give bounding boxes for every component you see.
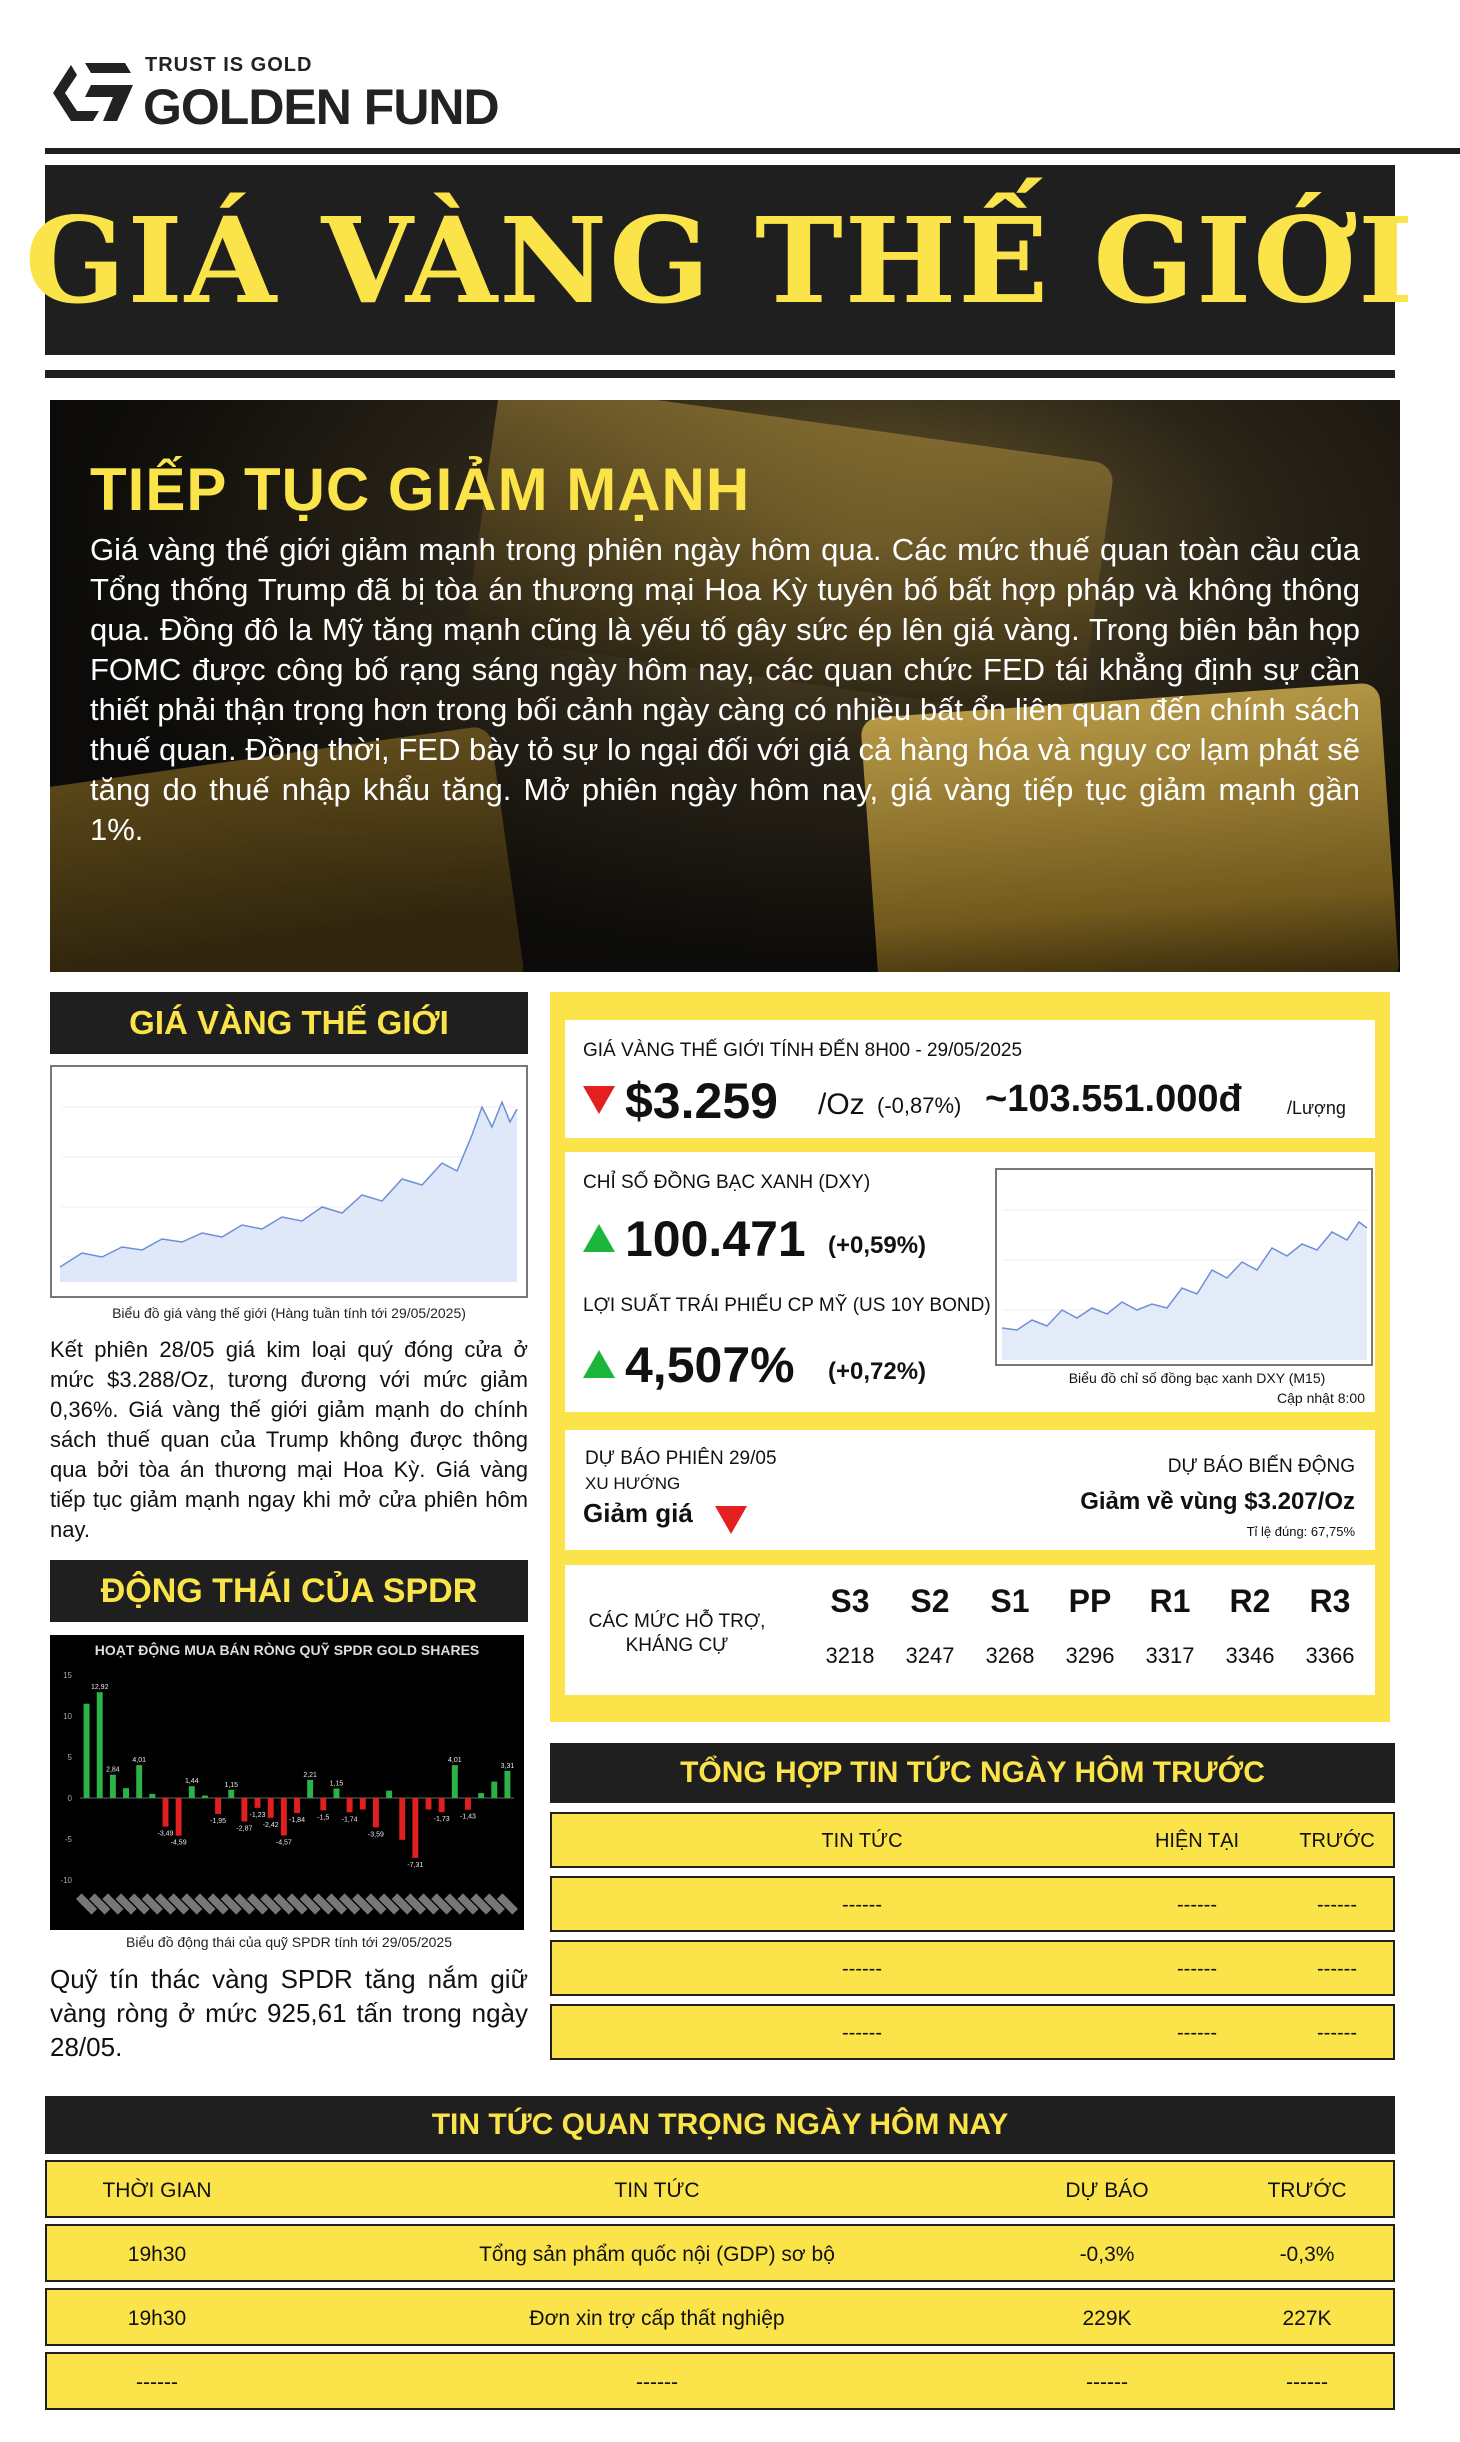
table-cell: 229K — [1082, 2307, 1132, 2330]
spdr-bar-label: -1,95 — [210, 1817, 227, 1825]
spdr-bar-label: 12,92 — [90, 1684, 109, 1692]
spdr-bar — [399, 1798, 405, 1840]
dxy-updated: Cập nhật 8:00 — [1277, 1390, 1365, 1406]
up-arrow-icon — [583, 1224, 615, 1252]
price-change: (-0,87%) — [877, 1093, 962, 1118]
column-header: TIN TỨC — [821, 1830, 903, 1852]
hero-heading: TIẾP TỤC GIẢM MẠNH — [90, 456, 751, 523]
table-cell: ------ — [136, 2371, 178, 2394]
spdr-paragraph: Quỹ tín thác vàng SPDR tăng nắm giữ vàng ròng ở mức 925,61 tấn trong ngày 28/05. — [50, 1964, 528, 2062]
bond-label: LỢI SUẤT TRÁI PHIẾU CP MỸ (US 10Y BOND) — [583, 1295, 991, 1316]
spdr-bar — [255, 1798, 261, 1808]
spdr-bar-label: -7,31 — [407, 1861, 424, 1869]
table-cell: 227K — [1282, 2307, 1332, 2330]
spdr-bar — [202, 1796, 208, 1798]
table-row — [550, 1940, 1395, 1996]
table-cell: -0,3% — [1279, 2243, 1335, 2266]
spdr-heading: ĐỘNG THÁI CỦA SPDR — [50, 1560, 528, 1622]
table-cell: ------ — [842, 1894, 882, 1916]
table-cell: ------ — [1317, 1958, 1357, 1980]
spdr-bar-label: -2,87 — [236, 1825, 253, 1833]
table-cell: ------ — [842, 2022, 882, 2044]
column-header: THỜI GIAN — [102, 2179, 212, 2202]
volatility-value: Giảm về vùng $3.207/Oz — [1080, 1488, 1355, 1515]
news-today-header-row — [45, 2160, 1395, 2218]
column-header: TRƯỚC — [1267, 2179, 1347, 2202]
spdr-bar-label: 1,15 — [224, 1781, 239, 1789]
level-value: 3296 — [1065, 1643, 1115, 1668]
spdr-bar-label: 1,44 — [184, 1778, 199, 1786]
spdr-bar-label: -1,5 — [317, 1814, 330, 1822]
table-cell: ------ — [1317, 2022, 1357, 2044]
price-card — [565, 1020, 1375, 1138]
golden-fund-logo-icon — [45, 55, 140, 130]
spdr-bar — [294, 1798, 300, 1813]
trend-value: Giảm giá — [583, 1498, 693, 1528]
price-vnd: ~103.551.000đ — [985, 1078, 1242, 1120]
spdr-bar-label: -3,59 — [367, 1831, 384, 1839]
spdr-bar — [426, 1798, 432, 1809]
spdr-bar-label: 2,21 — [303, 1771, 317, 1779]
level-value: 3366 — [1305, 1643, 1355, 1668]
spdr-bar — [215, 1798, 221, 1814]
spdr-bar — [412, 1798, 418, 1858]
level-name: PP — [1068, 1583, 1112, 1619]
spdr-bar — [189, 1786, 195, 1798]
spdr-bar — [386, 1791, 392, 1798]
spdr-bar — [84, 1704, 90, 1798]
level-value: 3346 — [1225, 1643, 1275, 1668]
spdr-bar — [452, 1765, 458, 1798]
hero-body: Giá vàng thế giới giảm mạnh trong phiên ngày hôm qua. Các mức thuế quan toàn cầu của Tổng thống Trump đã bị tòa án thương mại Hoa Kỳ tuyên bố bất hợp pháp và không thông qua. Đồng đô la Mỹ tăng mạnh cũng là yếu tố gây sức ép lên giá vàng. Trong biên bản họp FOMC được công bố rạng sáng ngày hôm nay, các quan chức FED tái khẳng định sự cần thiết phải thận trọng hơn trong bối cảnh ngày càng có nhiều bất ổn liên quan đến chính sách thuế quan. Đồng thời, FED bày tỏ sự lo ngại đối với giá cả hàng hóa và nguy cơ lạm phát sẽ tăng do thuế nhập khẩu tăng. Mở phiên ngày hôm nay, giá vàng tiếp tục giảm mạnh gần 1%. — [90, 532, 1360, 847]
spdr-chart — [50, 1635, 524, 1930]
spdr-bar — [360, 1798, 366, 1809]
divider — [45, 148, 1460, 154]
dxy-chart — [995, 1168, 1373, 1366]
column-header: HIỆN TẠI — [1154, 1830, 1240, 1852]
level-name: R3 — [1309, 1583, 1351, 1619]
divider — [45, 370, 1395, 378]
level-name: S2 — [910, 1583, 950, 1619]
brand-name: GOLDEN FUND — [143, 79, 499, 135]
table-cell: ------ — [1177, 1894, 1217, 1916]
column-header: TIN TỨC — [614, 2179, 700, 2202]
y-tick-label: 0 — [67, 1794, 72, 1803]
news-yesterday-header-row — [550, 1812, 1395, 1868]
spdr-bar — [307, 1780, 313, 1798]
down-arrow-icon — [715, 1506, 747, 1534]
table-cell: Đơn xin trợ cấp thất nghiệp — [529, 2307, 785, 2330]
table-cell: ------ — [842, 1958, 882, 1980]
spdr-bar-label: -1,73 — [433, 1816, 450, 1824]
spdr-chart-svg — [50, 1635, 524, 1930]
table-cell: 19h30 — [127, 2307, 187, 2330]
table-cell: ------ — [1286, 2371, 1328, 2394]
level-name: R1 — [1149, 1583, 1191, 1619]
spdr-bar — [478, 1793, 484, 1798]
price-vnd-unit: /Lượng — [1287, 1098, 1346, 1118]
spdr-bar — [504, 1771, 510, 1798]
spdr-bar-label: -3,49 — [157, 1830, 174, 1838]
level-name: S3 — [830, 1583, 870, 1619]
page-title: GIÁ VÀNG THẾ GIỚI — [24, 190, 1416, 330]
level-name: R2 — [1229, 1583, 1271, 1619]
table-cell: ------ — [1177, 2022, 1217, 2044]
dxy-chart-caption: Biểu đồ chỉ số đồng bạc xanh DXY (M15) — [1068, 1370, 1326, 1386]
forecast-session: DỰ BÁO PHIÊN 29/05 — [585, 1448, 777, 1469]
level-name: S1 — [990, 1583, 1030, 1619]
spdr-chart-title: HOẠT ĐỘNG MUA BÁN RÒNG QUỸ SPDR GOLD SHARES — [94, 1642, 480, 1658]
level-value: 3317 — [1145, 1643, 1195, 1668]
spdr-bar — [320, 1798, 326, 1810]
table-row — [550, 1876, 1395, 1932]
spdr-bar-label: -2,42 — [262, 1821, 279, 1829]
spdr-bar-label: -1,84 — [289, 1817, 305, 1825]
spdr-bar — [123, 1788, 129, 1798]
spdr-bar — [373, 1798, 379, 1827]
y-tick-label: -5 — [64, 1835, 72, 1844]
table-row — [45, 2288, 1395, 2346]
dxy-label: CHỈ SỐ ĐỒNG BẠC XANH (DXY) — [583, 1172, 871, 1193]
spdr-bar-label: 3,31 — [500, 1762, 515, 1770]
trend-label: XU HƯỚNG — [585, 1474, 681, 1493]
dxy-change: (+0,59%) — [828, 1232, 927, 1259]
gold-price-line — [52, 1067, 526, 1296]
gold-price-chart — [50, 1065, 528, 1298]
spdr-bar-label: 4,01 — [448, 1757, 462, 1765]
levels-card — [565, 1565, 1375, 1695]
table-row — [45, 2352, 1395, 2410]
spdr-bar — [465, 1798, 471, 1810]
table-cell: -0,3% — [1079, 2243, 1135, 2266]
dxy-value: 100.471 — [625, 1211, 806, 1267]
spdr-bar — [136, 1765, 142, 1798]
table-cell: Tổng sản phẩm quốc nội (GDP) sơ bộ — [479, 2243, 835, 2266]
y-tick-label: 5 — [67, 1753, 72, 1762]
spdr-bar-label: 4,01 — [132, 1757, 146, 1765]
spdr-bar — [163, 1798, 169, 1827]
spdr-bar — [347, 1798, 353, 1812]
level-value: 3268 — [985, 1643, 1035, 1668]
level-value: 3218 — [825, 1643, 875, 1668]
dxy-line — [997, 1170, 1371, 1364]
y-tick-label: -10 — [60, 1876, 72, 1885]
gold-chart-caption: Biểu đồ giá vàng thế giới (Hàng tuần tính tới 29/05/2025) — [112, 1305, 466, 1321]
world-gold-heading: GIÁ VÀNG THẾ GIỚI — [50, 992, 528, 1054]
table-cell: ------ — [1177, 1958, 1217, 1980]
spdr-bar — [228, 1790, 234, 1798]
world-gold-paragraph: Kết phiên 28/05 giá kim loại quý đóng cửa ở mức $3.288/Oz, tương đương với mức giảm 0,36%. Giá vàng thế giới giảm mạnh do chính sách thuế quan của Trump không được thông qua bởi tòa án thương mại Hoa Kỳ. Giá vàng tiếp tục giảm mạnh ngay khi mở cửa phiên hôm nay. — [50, 1337, 528, 1542]
spdr-bar — [491, 1782, 497, 1798]
levels-label: CÁC MỨC HỖ TRỢ, KHÁNG CỰ — [588, 1611, 766, 1656]
table-cell: ------ — [1317, 1894, 1357, 1916]
price-label: GIÁ VÀNG THẾ GIỚI TÍNH ĐẾN 8H00 - 29/05/2025 — [583, 1040, 1023, 1061]
gold-price: $3.259 — [625, 1073, 778, 1129]
brand-tagline: TRUST IS GOLD — [145, 54, 313, 76]
y-tick-label: 10 — [63, 1712, 72, 1721]
spdr-bar-label: 1,15 — [329, 1780, 344, 1788]
forecast-card — [565, 1430, 1375, 1550]
spdr-bar — [176, 1798, 182, 1836]
y-tick-label: 15 — [63, 1671, 72, 1680]
down-arrow-icon — [583, 1086, 615, 1114]
spdr-bar — [333, 1789, 339, 1798]
spdr-bar — [149, 1794, 155, 1798]
spdr-chart-caption: Biểu đồ động thái của quỹ SPDR tính tới 29/05/2025 — [126, 1934, 452, 1950]
spdr-bar-label: 2,84 — [106, 1766, 120, 1774]
column-header: DỰ BÁO — [1065, 2179, 1149, 2202]
spdr-bar-label: -1,23 — [249, 1811, 266, 1819]
table-cell: ------ — [1086, 2371, 1128, 2394]
table-cell: 19h30 — [127, 2243, 187, 2266]
table-row — [550, 2004, 1395, 2060]
spdr-bar-label: -4,59 — [170, 1839, 187, 1847]
table-cell: ------ — [636, 2371, 678, 2394]
spdr-bar — [268, 1798, 274, 1818]
spdr-bar-label: -1,74 — [341, 1816, 358, 1824]
up-arrow-icon — [583, 1350, 615, 1378]
bond-change: (+0,72%) — [828, 1358, 927, 1385]
news-yesterday-heading: TỔNG HỢP TIN TỨC NGÀY HÔM TRƯỚC — [550, 1743, 1395, 1803]
spdr-bar — [281, 1798, 287, 1835]
spdr-bar — [241, 1798, 247, 1822]
level-value: 3247 — [905, 1643, 955, 1668]
volatility-label: DỰ BÁO BIẾN ĐỘNG — [1167, 1456, 1355, 1477]
price-unit: /Oz — [818, 1088, 865, 1121]
table-row — [45, 2224, 1395, 2282]
news-today-heading: TIN TỨC QUAN TRỌNG NGÀY HÔM NAY — [45, 2096, 1395, 2154]
column-header: TRƯỚC — [1299, 1830, 1375, 1852]
accuracy-value: Tỉ lệ đúng: 67,75% — [1246, 1524, 1355, 1539]
spdr-bar-label: -1,43 — [459, 1813, 476, 1821]
bond-value: 4,507% — [625, 1337, 795, 1393]
spdr-bar — [110, 1775, 116, 1798]
spdr-bar — [97, 1692, 103, 1798]
spdr-bar-label: -4,57 — [275, 1839, 292, 1847]
spdr-bar — [439, 1798, 445, 1812]
